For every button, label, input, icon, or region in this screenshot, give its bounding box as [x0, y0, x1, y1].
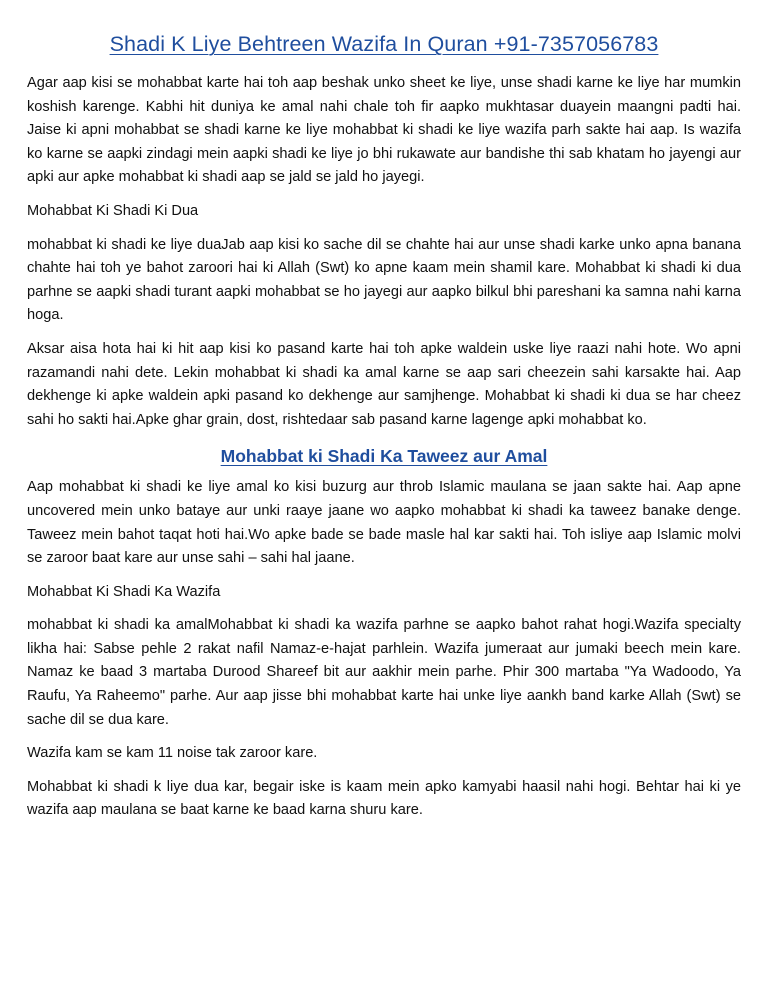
intro-paragraph: Agar aap kisi se mohabbat karte hai toh aap beshak unko sheet ke liye, unse shadi karne ke liye har mumkin koshish karenge. Kabhi hit duniya ke amal nahi chale toh fir aapko mukhtasar duayein maangni padti hai. Jaise ki apni mohabbat se shadi karne ke liye mohabbat ki shadi ke liye wazifa parh sakte hai aap. Is wazifa ko karne se aapki zindagi mein aapki shadi ke liye jo bhi rukawate aur bandishe thi sab khatam ho jayengi aur apki aur apke mohabbat ki shadi aap se jald se jald ho jayegi. [27, 75, 741, 186]
document-page [27, 0, 741, 833]
dua-paragraph-1: mohabbat ki shadi ke liye duaJab aap kisi ko sache dil se chahte hai aur unse shadi karke unko apna banana chahte hai toh ye bahot zaroori hai ki Allah (Swt) ko apne kaam mein shamil kare. Mohabbat ki shadi ki dua parhne se aapki shadi turant aapki mohabbat se ho jayegi aur aapko bilkul bhi pareshani ka samna nahi karna hoga. [27, 236, 741, 324]
section-label-dua: Mohabbat Ki Shadi Ki Dua [27, 202, 199, 219]
page-title: Shadi K Liye Behtreen Wazifa In Quran +91-7357056783 [109, 32, 659, 56]
wazifa-paragraph-1: mohabbat ki shadi ka amalMohabbat ki shadi ka wazifa parhne se aapko bahot rahat hogi.Wazifa specialty likha hai: Sabse pehle 2 rakat nafil Namaz-e-hajat parhlein. Wazifa jumeraat aur jumaki beech mein kare. Namaz ke baad 3 martaba Durood Shareef bit aur aakhir mein parhe. Phir 300 martaba "Ya Wadoodo, Ya Raufu, Ya Raheemo" parhe. Aur aap jisse bhi mohabbat karte hai unke liye aankh band karke Allah (Swt) se sache dil se dua kare. [27, 617, 741, 728]
wazifa-paragraph-2: Wazifa kam se kam 11 noise tak zaroor kare. [27, 745, 318, 762]
section-label-wazifa: Mohabbat Ki Shadi Ka Wazifa [27, 583, 221, 600]
taweez-paragraph: Aap mohabbat ki shadi ke liye amal ko kisi buzurg aur throb Islamic maulana se jaan sakte hai. Aap apne uncovered mein unko bataye aur unki raaye jaane wo aapko mohabbat ki shadi ka taweez banake denge. Taweez mein bahot taqat hoti hai.Wo apke bade se bade masle hal kar sakti hai. Toh isliye aap Islamic molvi se zaroor baat kare aur unse sahi – sahi hal jaane. [27, 479, 741, 567]
wazifa-paragraph-3: Mohabbat ki shadi k liye dua kar, begair iske is kaam mein apko kamyabi haasil nahi hogi. Behtar hai ki ye wazifa aap maulana se baat karne ke baad karna shuru kare. [27, 778, 741, 819]
section-heading-taweez: Mohabbat ki Shadi Ka Taweez aur Amal [220, 446, 548, 467]
dua-paragraph-2: Aksar aisa hota hai ki hit aap kisi ko pasand karte hai toh apke waldein uske liye raazi nahi hote. Wo apni razamandi nahi dete. Lekin mohabbat ki shadi ka amal karne se aap sari cheezein sahi karsakte hai. Aap dekhenge ki apke waldein apki pasand ko dekhenge aur samjhenge. Mohabbat ki shadi ki dua se har cheez sahi ho sakti hai.Apke ghar grain, dost, rishtedaar sab pasand karne lagenge apki mohabbat ko. [27, 340, 741, 428]
